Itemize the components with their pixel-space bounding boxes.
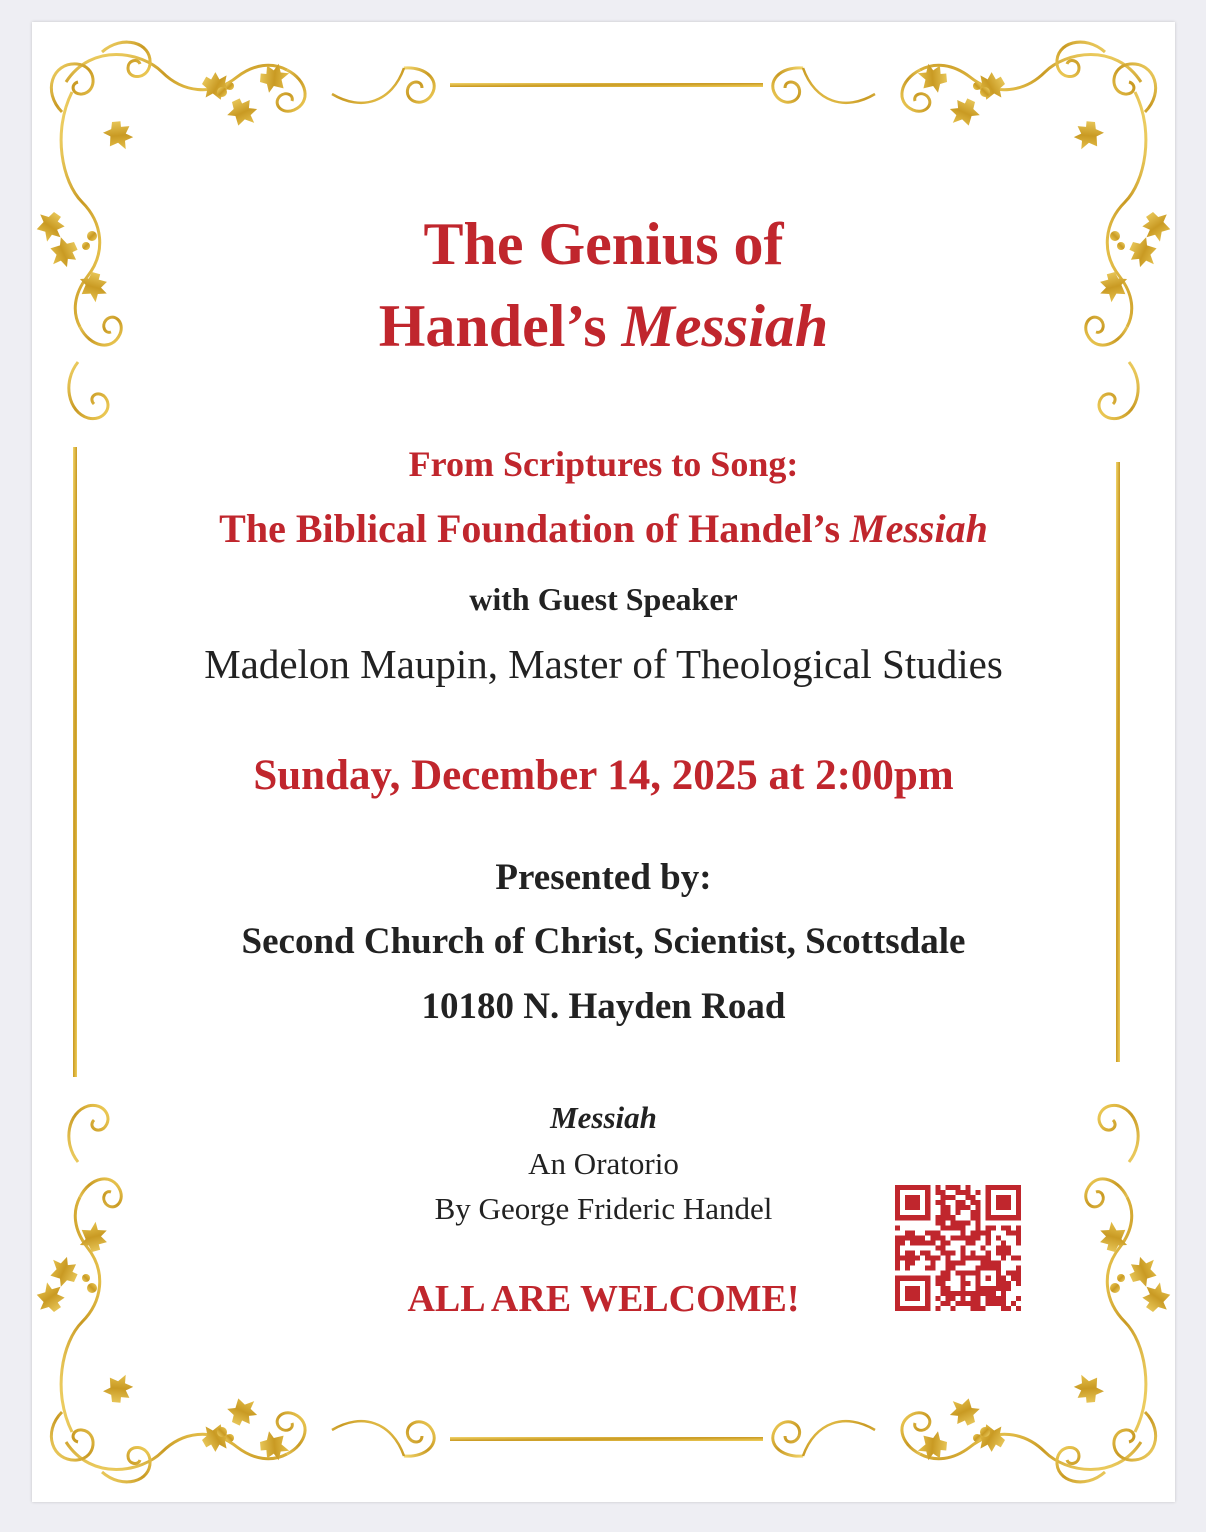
composer-credit: By George Frideric Handel [434,1191,773,1226]
title-text-1: The Genius of [423,211,784,277]
welcome-message: ALL ARE WELCOME! [407,1278,800,1320]
bottom-divider-line [450,1437,763,1441]
flyer-page [32,22,1175,1502]
subtitle-line-2 [32,505,1175,552]
presented-by-label: Presented by: [495,857,712,898]
title-italic-messiah: Messiah [621,293,829,359]
subtitle-line-1 [32,443,1175,485]
event-date-time: Sunday, December 14, 2025 at 2:00pm [253,752,954,799]
guest-speaker-label: with Guest Speaker [469,581,738,617]
title-prefix: Handel’s [378,293,622,359]
church-name: Second Church of Christ, Scientist, Scottsdale [241,921,966,962]
subtitle-prefix: The Biblical Foundation of Handel’s [219,506,851,551]
top-divider-line [450,83,763,87]
qr-code-icon[interactable] [895,1185,1021,1311]
subtitle-italic-messiah: Messiah [850,506,988,551]
title-line-1 [32,210,1175,279]
title-line-2 [32,292,1175,361]
speaker-name: Madelon Maupin, Master of Theological Studies [204,641,1003,687]
work-type: An Oratorio [528,1146,679,1181]
work-title: Messiah [550,1100,657,1135]
church-address: 10180 N. Hayden Road [421,986,786,1027]
subtitle-text-1: From Scriptures to Song: [408,444,799,484]
